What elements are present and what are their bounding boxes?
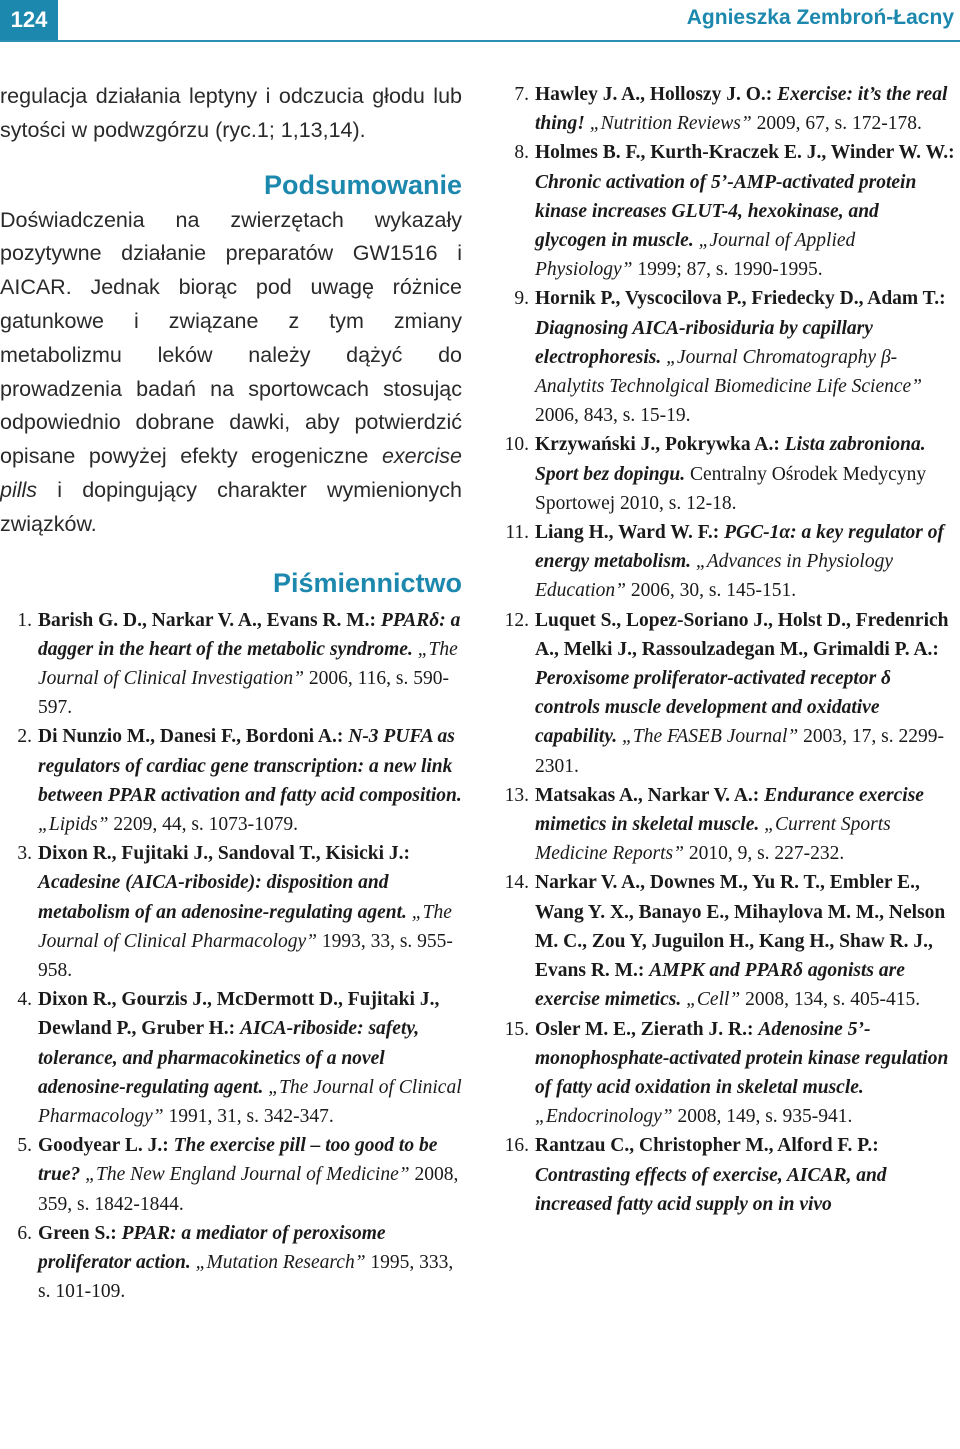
reference-title: PGC-1α: a key regulator of energy metabolism. [535,522,944,573]
reference-details: 2009, 67, s. 172-178. [751,113,922,135]
reference-details: 1999; 87, s. 1990-1995. [632,259,823,281]
reference-item [497,518,955,606]
reference-journal: „The New England Journal of Medicine” [80,1164,410,1186]
reference-number: 10. [504,434,529,456]
reference-journal: „The Journal of Clinical Investigation” [38,638,458,689]
reference-number: 4. [17,989,32,1011]
reference-item [497,868,955,1014]
reference-details: 2008, 134, s. 405-415. [740,989,921,1011]
reference-number: 2. [17,726,32,748]
reference-details: 2006, 116, s. 590-597. [38,667,449,719]
reference-authors: Green S.: [38,1222,122,1244]
reference-journal: „Cell” [681,989,741,1011]
reference-number: 9. [514,288,529,310]
reference-authors: Narkar V. A., Downes M., Yu R. T., Embler E., Wang Y. X., Banayo E., Mihaylova M. M., Nelson M. C., Zou Y, Juguilon H., Kang H., Shaw R. J., Evans R. M.: [535,872,946,982]
reference-item [497,781,955,869]
reference-authors: Dixon R., Gourzis J., McDermott D., Fujitaki J., Dewland P., Gruber H.: [38,989,440,1040]
reference-authors: Goodyear L. J.: [38,1135,174,1157]
reference-item [0,1131,462,1219]
reference-item [0,985,462,1131]
reference-journal: „Journal of Applied Physiology” [535,230,856,281]
reference-authors: Dixon R., Fujitaki J., Sandoval T., Kisicki J.: [38,843,411,865]
reference-title: AMPK and PPARδ agonists are exercise mimetics. [535,960,905,1011]
reference-number: 8. [514,142,529,164]
reference-details: 1995, 333, s. 101-109. [38,1252,454,1303]
reference-number: 5. [17,1135,32,1157]
reference-details: 2003, 17, s. 2299-2301. [535,726,944,777]
left-column [0,80,462,1306]
reference-journal: „The Journal of Clinical Pharmacology” [38,1076,462,1128]
reference-authors: Hornik P., Vyscocilova P., Friedecky D., Adam T.: [535,288,946,310]
reference-authors: Krzywański J., Pokrywka A.: [535,434,785,456]
page-header [0,0,960,42]
reference-details: 2008, 359, s. 1842-1844. [38,1164,459,1215]
reference-list-right [497,80,955,1219]
reference-journal: „The Journal of Clinical Pharmacology” [38,901,452,952]
references-heading: Piśmiennictwo [272,567,462,598]
reference-details: 2209, 44, s. 1073-1079. [108,813,299,835]
reference-authors: Di Nunzio M., Danesi F., Bordoni A.: [38,726,349,748]
reference-item [497,284,955,430]
reference-journal: „Endocrinology” [535,1106,673,1128]
reference-title: Contrasting effects of exercise, AICAR, and increased fatty acid supply on in vivo [535,1164,887,1215]
reference-title: Adenosine 5’-monophosphate-activated protein kinase regulation of fatty acid oxidation in skeletal muscle. [535,1018,949,1098]
reference-number: 14. [504,872,529,894]
reference-item [497,430,955,518]
reference-details: 2010, 9, s. 227-232. [683,843,845,865]
right-column [497,80,955,1219]
reference-authors: Barish G. D., Narkar V. A., Evans R. M.: [38,609,381,631]
reference-title: Exercise: it’s the real thing! [535,84,948,135]
page-number: 124 [0,0,58,40]
summary-text-emphasis: exercise pills [0,444,462,502]
reference-journal: „Mutation Research” [190,1252,366,1274]
reference-authors: Rantzau C., Christopher M., Alford F. P.: [535,1135,879,1157]
reference-number: 12. [504,609,529,631]
reference-title: Peroxisome proliferator-activated receptor δ controls muscle development and oxidative capability. [535,668,892,748]
reference-details: 1991, 31, s. 342-347. [163,1106,334,1128]
reference-title: Endurance exercise mimetics in skeletal muscle. [535,784,924,836]
reference-title: Lista zabroniona. Sport bez dopingu. [535,434,926,485]
reference-details: 2006, 30, s. 145-151. [626,580,797,602]
reference-item [497,1131,955,1219]
reference-item [497,606,955,781]
reference-item [0,722,462,839]
reference-authors: Hawley J. A., Holloszy J. O.: [535,84,778,105]
reference-title: AICA-riboside: safety, tolerance, and pharmacokinetics of a novel adenosine-regulating agent. [38,1018,420,1098]
reference-authors: Luquet S., Lopez-Soriano J., Holst D., Fredenrich A., Melki J., Rassoulzadegan M., Grimaldi P. A.: [535,609,949,660]
reference-title: PPARδ: a dagger in the heart of the metabolic syndrome. [38,609,461,660]
reference-number: 1. [17,609,32,631]
reference-details: Centralny Ośrodek Medycyny Sportowej 2010, s. 12-18. [535,463,927,514]
reference-title: The exercise pill – too good to be true? [38,1135,438,1186]
reference-number: 6. [17,1222,32,1244]
reference-item [0,839,462,985]
reference-journal: „Lipids” [38,813,109,835]
reference-authors: Liang H., Ward W. F.: [535,522,725,544]
reference-journal: „The FASEB Journal” [617,726,799,748]
reference-list-left [0,606,462,1307]
reference-title: Diagnosing AICA-ribosiduria by capillary electrophoresis. [535,317,873,368]
reference-item [497,1015,955,1132]
summary-text-a: Doświadczenia na zwierzętach wykazały pozytywne działanie preparatów GW1516 i AICAR. Jednak biorąc pod uwagę różnice gatunkowe i związane z tym zmiany metabolizmu leków należy dążyć do prowadzenia badań na sportowcach stosując odpowiednio dobrane dawki, aby potwierdzić opisane powyżej efekty erogeniczne [0,207,462,469]
reference-journal: „Current Sports Medicine Reports” [535,814,891,865]
reference-authors: Matsakas A., Narkar V. A.: [535,784,765,806]
reference-item [0,606,462,723]
reference-authors: Osler M. E., Zierath J. R.: [535,1018,759,1040]
summary-heading: Podsumowanie [263,169,462,200]
reference-number: 13. [504,784,529,806]
reference-title: Acadesine (AICA-riboside): disposition and metabolism of an adenosine-regulating agent. [38,872,407,923]
reference-number: 16. [504,1135,529,1157]
intro-paragraph: regulacja działania leptyny i odczucia głodu lub sytości w podwzgórzu (ryc.1; 1,13,14). [0,84,462,142]
reference-title: Chronic activation of 5’-AMP-activated protein kinase increases GLUT-4, hexokinase, and glycogen in muscle. [535,171,917,252]
reference-title: N-3 PUFA as regulators of cardiac gene transcription: a new link between PPAR activation and fatty acid composition. [38,726,462,806]
reference-number: 3. [17,843,32,865]
reference-details: 2008, 149, s. 935-941. [672,1106,853,1128]
reference-item [0,1219,462,1307]
summary-paragraph [0,204,462,542]
reference-journal: „Advances in Physiology Education” [535,551,893,602]
reference-number: 15. [504,1018,529,1040]
reference-title: PPAR: a mediator of peroxisome proliferator action. [38,1222,386,1274]
reference-details: 1993, 33, s. 955-958. [38,930,453,981]
summary-text-b: i dopingujący charakter wymienionych związków. [0,477,462,536]
reference-authors: Holmes B. F., Kurth-Kraczek E. J., Winder W. W.: [535,142,955,164]
reference-number: 11. [505,522,529,544]
reference-journal: „Journal Chromatography β-Analytits Technolgical Biomedicine Life Science” [535,346,923,398]
reference-item [497,138,955,284]
reference-details: 2006, 843, s. 15-19. [535,405,691,427]
reference-number: 7. [514,84,529,105]
running-head-author: Agnieszka Zembroń-Łacny [686,6,954,29]
reference-item [497,80,955,138]
reference-journal: „Nutrition Reviews” [584,113,752,135]
